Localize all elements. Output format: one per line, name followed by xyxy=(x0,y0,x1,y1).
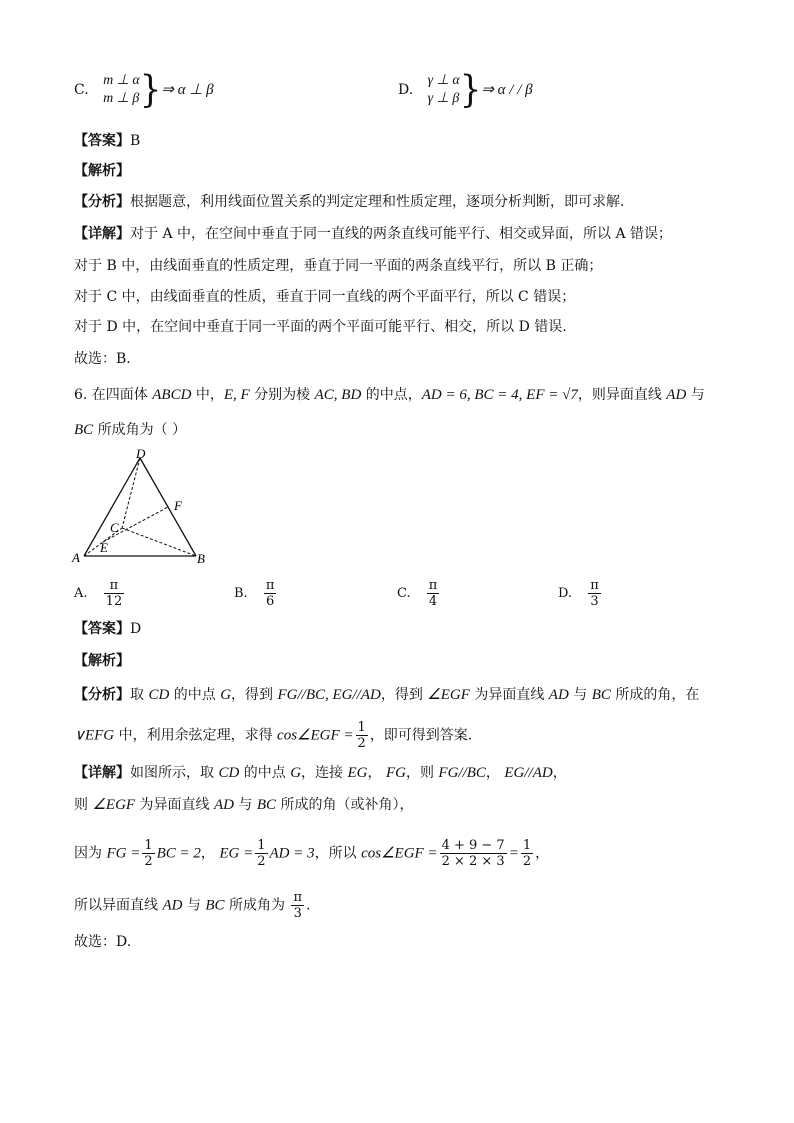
math: ∨EFG xyxy=(74,727,115,744)
math: ∠EGF xyxy=(427,687,470,703)
numerator: π xyxy=(109,578,119,593)
numerator: π xyxy=(590,578,599,593)
fraction xyxy=(255,838,267,869)
q5-detail-3: 对于 C 中，由线面垂直的性质，垂直于同一直线的两个平面平行，所以 C 错误； xyxy=(74,289,576,305)
answer-value: D xyxy=(130,621,142,637)
math: FG//BC xyxy=(438,765,486,781)
option-label: C. xyxy=(74,82,89,98)
math: E, F xyxy=(223,387,250,403)
math: CD xyxy=(148,687,170,703)
condition-line: γ ⊥ β xyxy=(427,91,460,106)
option-fraction xyxy=(588,578,601,609)
text: ，则异面直线 xyxy=(577,387,667,403)
text: ，连接 xyxy=(301,765,348,781)
numerator: π xyxy=(265,578,275,593)
q6-stem-line2 xyxy=(74,421,186,439)
option-label: B. xyxy=(234,586,248,601)
fenxi-text: 根据题意，利用线面位置关系的判定定理和性质定理，逐项分析判断，即可求解. xyxy=(130,194,625,210)
q5-guxuan: 故选：B. xyxy=(74,351,131,367)
option-fraction xyxy=(264,578,277,609)
text: 的中点 xyxy=(239,765,291,781)
q6-fenxi-line2 xyxy=(74,720,472,751)
text: 所成的角，在 xyxy=(610,687,700,703)
denominator: 2 × 2 × 3 xyxy=(441,854,505,869)
text: 所成的角（或补角）， xyxy=(276,797,414,813)
q5-option-c xyxy=(74,68,214,112)
tetrahedron-figure xyxy=(70,448,220,570)
q6-option-b xyxy=(234,578,278,609)
edge-cb xyxy=(122,528,196,556)
denominator: 4 xyxy=(427,593,440,609)
math: cos∠EGF = xyxy=(277,727,354,744)
q5-detail-1 xyxy=(74,225,672,243)
text: ， xyxy=(200,845,220,862)
text: 为异面直线 xyxy=(469,687,549,703)
detail-tag: 【详解】 xyxy=(74,226,130,242)
math: AC, BD xyxy=(314,387,362,403)
math: BC xyxy=(205,897,225,914)
denominator: 2 xyxy=(522,854,532,869)
denominator: 3 xyxy=(588,593,601,609)
fraction xyxy=(440,838,507,869)
text: 与 xyxy=(568,687,592,703)
text: 与 xyxy=(182,897,206,914)
text: 中，利用余弦定理，求得 xyxy=(114,727,278,744)
denominator: 2 xyxy=(144,854,153,869)
q6-fenxi-line1 xyxy=(74,686,699,704)
implication: ⇒ α ⊥ β xyxy=(161,82,214,98)
text: ， xyxy=(535,845,550,862)
numerator: 1 xyxy=(522,838,532,853)
math: EG//AD xyxy=(504,765,553,781)
label-d: D xyxy=(136,448,146,461)
math: AD xyxy=(213,797,234,813)
math: BC xyxy=(591,687,611,703)
text: ， xyxy=(367,765,386,781)
detail-text: 对于 A 中，在空间中垂直于同一直线的两条直线可能平行、相交或异面，所以 A 错误； xyxy=(130,226,673,242)
fenxi-tag: 【分析】 xyxy=(74,194,130,210)
edge-dc xyxy=(122,458,140,528)
q6-option-d xyxy=(558,578,603,609)
option-fraction xyxy=(427,578,440,609)
text: 与 xyxy=(686,387,705,403)
q6-detail-2 xyxy=(74,796,414,814)
math: FG xyxy=(385,765,406,781)
text: 所成角为（ ） xyxy=(93,422,187,438)
option-label: D. xyxy=(558,586,573,601)
q6-detail-1 xyxy=(74,764,567,782)
condition-stack xyxy=(428,72,460,108)
math: G xyxy=(220,687,232,703)
condition-stack xyxy=(103,72,140,108)
answer-tag: 【答案】 xyxy=(74,133,130,149)
math: FG//BC, EG//AD xyxy=(277,687,381,703)
text: . xyxy=(305,897,311,914)
q6-guxuan: 故选：D. xyxy=(74,934,132,950)
math: BC = 2 xyxy=(156,845,201,862)
numerator: π xyxy=(428,578,438,593)
text: 与 xyxy=(233,797,257,813)
implication: ⇒ α / / β xyxy=(481,82,533,98)
q6-detail-3 xyxy=(74,838,549,869)
text: ，则 xyxy=(405,765,439,781)
math: AD xyxy=(548,687,569,703)
q5-jiexi: 【解析】 xyxy=(74,163,130,179)
text: 则 xyxy=(74,797,93,813)
text: 取 xyxy=(130,687,149,703)
math: ∠EGF xyxy=(92,797,136,813)
text: 如图所示，取 xyxy=(130,765,219,781)
text: 因为 xyxy=(74,845,107,862)
denominator: 2 xyxy=(357,736,366,751)
text: ，得到 xyxy=(380,687,428,703)
text: 的中点， xyxy=(361,387,422,403)
option-label: C. xyxy=(397,586,411,601)
text: ，得到 xyxy=(231,687,278,703)
q6-stem-line1 xyxy=(74,386,705,404)
label-c: C xyxy=(110,520,119,535)
numerator: 1 xyxy=(257,838,266,853)
text: 分别为棱 xyxy=(249,387,315,403)
option-fraction xyxy=(104,578,125,609)
detail-tag: 【详解】 xyxy=(74,765,130,781)
math: AD = 3 xyxy=(269,845,315,862)
q6-option-c xyxy=(397,578,441,609)
text: 中， xyxy=(191,387,224,403)
numerator: 1 xyxy=(144,838,153,853)
numerator: 1 xyxy=(357,720,366,735)
text: ， xyxy=(552,765,567,781)
option-label: A. xyxy=(74,586,88,601)
math: = xyxy=(508,845,519,862)
label-a: A xyxy=(72,550,80,565)
denominator: 6 xyxy=(264,593,277,609)
q5-detail-2: 对于 B 中，由线面垂直的性质定理，垂直于同一平面的两条直线平行，所以 B 正确； xyxy=(74,258,603,274)
q5-fenxi xyxy=(74,193,624,211)
label-e: E xyxy=(100,540,108,555)
text: ， xyxy=(485,765,505,781)
right-brace: } xyxy=(459,68,482,112)
denominator: 2 xyxy=(257,854,266,869)
q6-detail-4 xyxy=(74,890,310,921)
label-f: F xyxy=(174,498,182,513)
right-brace: } xyxy=(139,68,162,112)
math: BC xyxy=(256,797,277,813)
q5-option-d xyxy=(398,68,533,112)
math: ABCD xyxy=(152,387,192,403)
option-label: D. xyxy=(398,82,414,98)
math: BC xyxy=(74,422,94,438)
math: AD xyxy=(666,387,687,403)
edge-da xyxy=(84,458,140,556)
text: 所以异面直线 xyxy=(74,897,163,914)
text: ，所以 xyxy=(314,845,362,862)
text: 所成角为 xyxy=(224,897,290,914)
answer-tag: 【答案】 xyxy=(74,621,130,637)
fraction xyxy=(521,838,533,869)
text: ，即可得到答案. xyxy=(369,727,473,744)
q5-answer xyxy=(74,132,140,150)
math: EG xyxy=(347,765,368,781)
math: FG = xyxy=(106,845,141,862)
math: CD xyxy=(218,765,240,781)
answer-value: B xyxy=(130,133,141,149)
condition-line: γ ⊥ α xyxy=(427,73,460,88)
fenxi-tag: 【分析】 xyxy=(74,687,130,703)
fraction xyxy=(356,720,368,751)
text: 的中点 xyxy=(169,687,221,703)
q6-jiexi: 【解析】 xyxy=(74,653,130,669)
fraction xyxy=(142,838,154,869)
math: EG = xyxy=(219,845,254,862)
q6-answer xyxy=(74,620,141,638)
q5-detail-4: 对于 D 中，在空间中垂直于同一平面的两个平面可能平行、相交，所以 D 错误. xyxy=(74,319,567,335)
numerator: 4 + 9 − 7 xyxy=(441,838,505,853)
denominator: 3 xyxy=(291,905,304,921)
fraction xyxy=(291,890,304,921)
text: 为异面直线 xyxy=(135,797,214,813)
math: G xyxy=(290,765,302,781)
math: AD xyxy=(162,897,183,914)
math: cos∠EGF = xyxy=(361,845,438,862)
q6-option-a xyxy=(74,578,126,609)
numerator: π xyxy=(293,890,302,905)
text: 6. 在四面体 xyxy=(74,387,153,403)
label-b: B xyxy=(197,551,205,566)
math: AD = 6, BC = 4, EF = √7 xyxy=(421,387,578,403)
denominator: 12 xyxy=(105,594,123,609)
condition-line: m ⊥ α xyxy=(103,73,140,88)
condition-line: m ⊥ β xyxy=(103,91,140,106)
